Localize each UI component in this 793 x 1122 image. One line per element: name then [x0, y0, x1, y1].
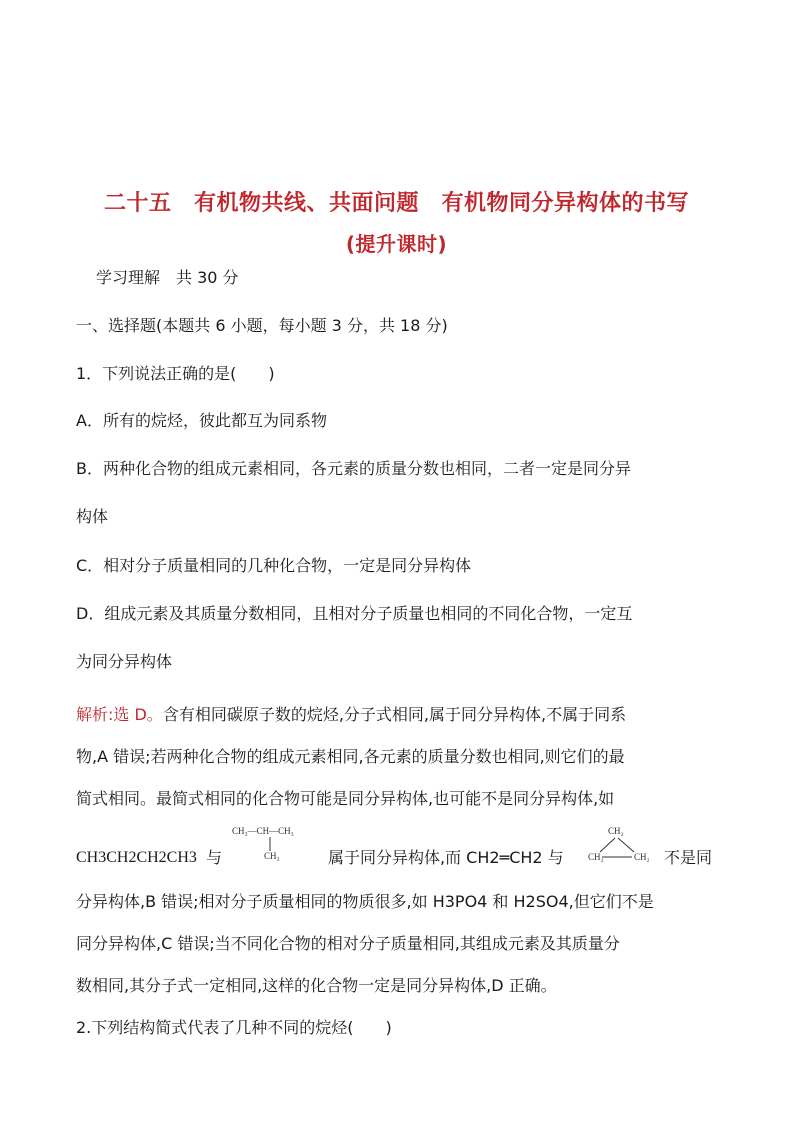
cyclopropane-top-label: CH₂ — [608, 826, 624, 836]
analysis-label: 解析:选 D。 — [76, 705, 163, 724]
analysis-line-3: 简式相同。最简式相同的化合物可能是同分异构体,也可能不是同分异构体,如 — [76, 789, 615, 808]
analysis-line-2: 物,A 错误;若两种化合物的组成元素相同,各元素的质量分数也相同,则它们的最 — [76, 747, 625, 766]
analysis-line-4-mid: 属于同分异构体,而 CH2═CH2 与 — [328, 848, 564, 867]
analysis-line-7: 数相同,其分子式一定相同,这样的化合物一定是同分异构体,D 正确。 — [76, 976, 557, 995]
option-a: A．所有的烷烃，彼此都互为同系物 — [76, 411, 327, 430]
isobutane-structure — [232, 826, 322, 862]
analysis-line-4-end: 不是同 — [664, 848, 713, 867]
analysis-line-6: 同分异构体,C 错误;当不同化合物的相对分子质量相同,其组成元素及其质量分 — [76, 934, 620, 953]
cyclopropane-right-label: CH₂ — [634, 852, 650, 862]
option-b-cont: 构体 — [76, 507, 109, 526]
cyclopropane-structure — [588, 826, 658, 862]
part-heading: 一、选择题(本题共 6 小题，每小题 3 分，共 18 分) — [76, 316, 448, 335]
option-b: B．两种化合物的组成元素相同，各元素的质量分数也相同，二者一定是同分异 — [76, 459, 631, 478]
analysis-line-5: 分异构体,B 错误;相对分子质量相同的物质很多,如 H3PO4 和 H2SO4,但它们不是 — [76, 892, 654, 911]
page-subtitle: (提升课时) — [345, 232, 448, 256]
formula-butane: CH3CH2CH2CH3 — [76, 849, 197, 866]
text-yu-1: 与 — [206, 848, 223, 867]
cyclopropane-left-label: CH₂ — [588, 852, 604, 862]
analysis-line-1: 解析:选 D。含有相同碳原子数的烷烃,分子式相同,属于同分异构体,不属于同系 — [76, 705, 627, 724]
option-d-cont: 为同分异构体 — [76, 652, 173, 671]
option-d: D．组成元素及其质量分数相同，且相对分子质量也相同的不同化合物，一定互 — [76, 604, 633, 623]
section-label: 学习理解 共 30 分 — [96, 268, 239, 287]
question-1-stem: 1．下列说法正确的是( ) — [76, 364, 275, 383]
isobutane-bottom-label: CH₃ — [264, 851, 280, 861]
question-2-stem: 2.下列结构简式代表了几种不同的烷烃( ) — [76, 1018, 392, 1037]
option-c: C．相对分子质量相同的几种化合物，一定是同分异构体 — [76, 556, 472, 575]
isobutane-top-label: CH₃—CH—CH₃ — [232, 826, 294, 836]
page-title: 二十五 有机物共线、共面问题 有机物同分异构体的书写 — [103, 191, 689, 216]
